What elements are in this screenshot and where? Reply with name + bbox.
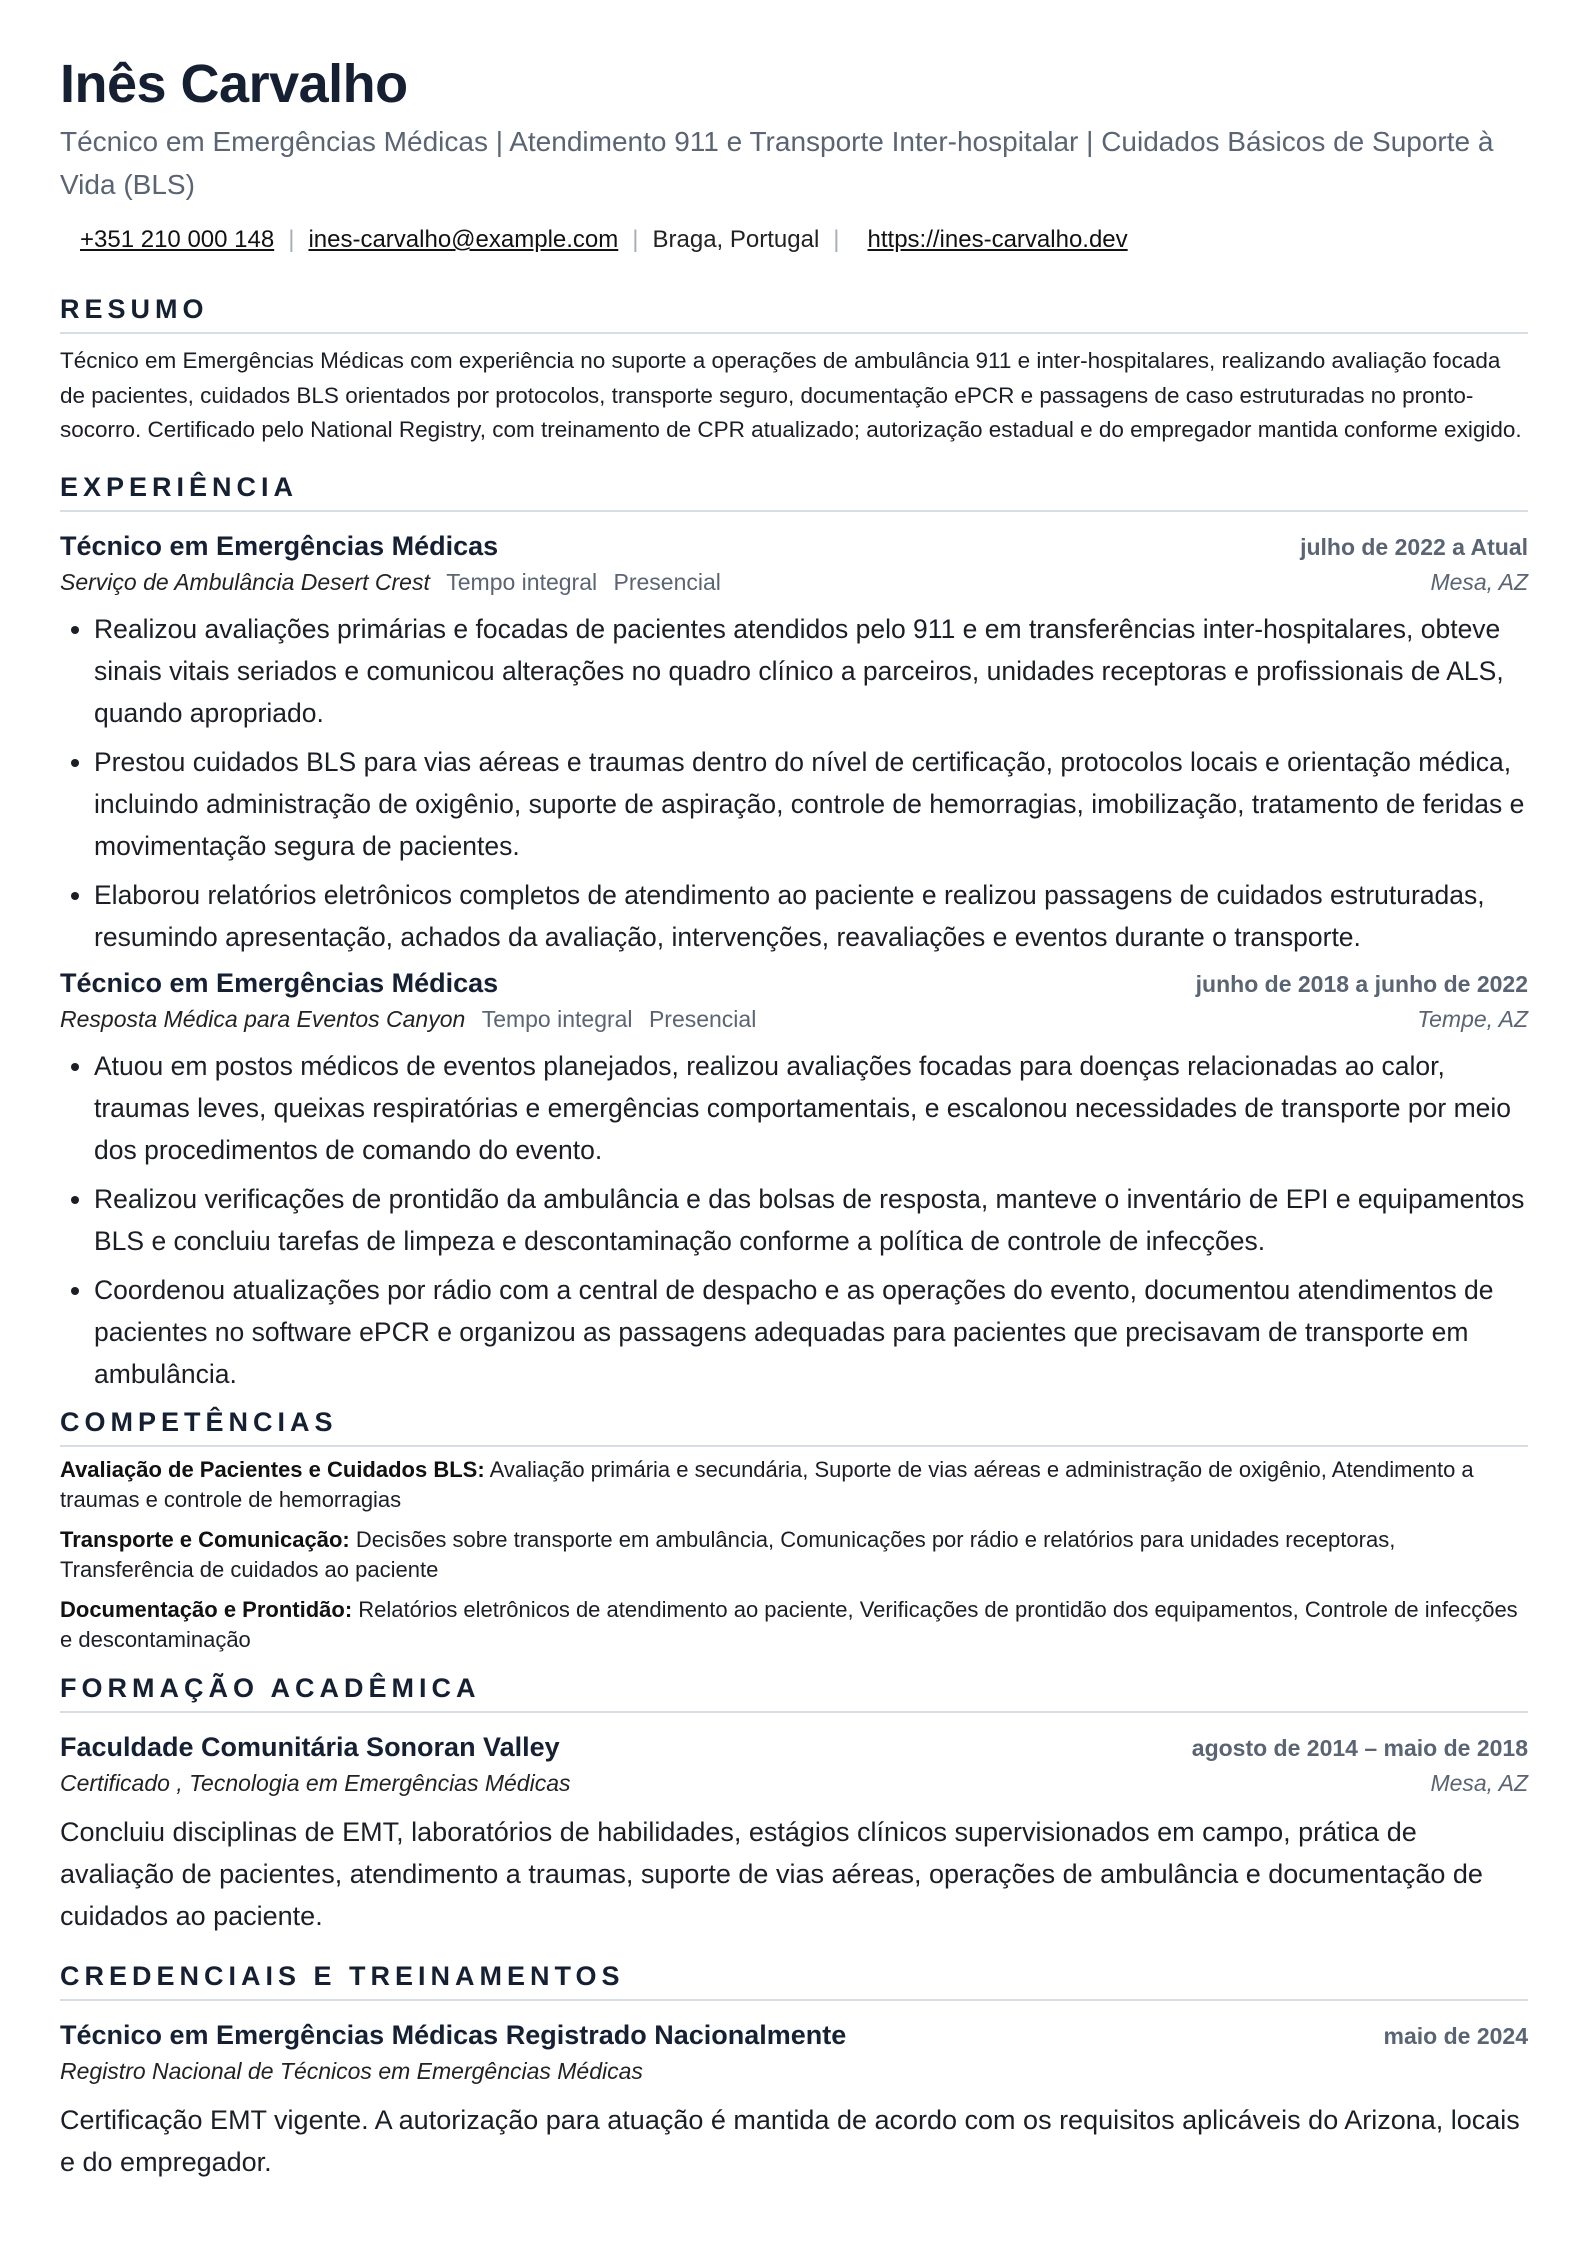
bullet-item: • Coordenou atualizações por rádio com a central de despacho e as operações do evento, documentou atendimentos de pacientes no software ePCR e organizou as passagens adequadas para pacientes que precisavam de transporte em ambulância. <box>94 1269 1528 1395</box>
employer-name: Resposta Médica para Eventos Canyon <box>60 1005 466 1032</box>
summary-text: Técnico em Emergências Médicas com experiência no suporte a operações de ambulância 911 e inter-hospitalares, realizando avaliação focada de pacientes, cuidados BLS orientados por protocolos, transporte seguro, documentação ePCR e passagens de caso estruturadas no pronto-socorro. Certificado pelo National Registry, com treinamento de CPR atualizado; autorização estadual e do empregador mantida conforme exigido. <box>60 348 1522 442</box>
location-text: Braga, Portugal <box>652 226 820 253</box>
work-mode: Presencial <box>613 568 721 595</box>
contact-separator: | <box>632 226 639 253</box>
education-heading: FORMAÇÃO ACADÊMICA <box>60 1671 1528 1713</box>
summary-heading: RESUMO <box>60 292 1528 334</box>
credential-name: Técnico em Emergências Médicas Registrado Nacionalmente <box>60 2019 847 2050</box>
credentials-heading: CREDENCIAIS E TREINAMENTOS <box>60 1959 1528 2001</box>
credential-entry <box>60 2017 1528 2183</box>
bullet-item: • Realizou verificações de prontidão da ambulância e das bolsas de resposta, manteve o inventário de EPI e equipamentos BLS e concluiu tarefas de limpeza e descontaminação conforme a política de controle de infecções. <box>94 1178 1528 1262</box>
website-link[interactable]: https://ines-carvalho.dev <box>867 226 1128 253</box>
employment-type: Tempo integral <box>446 568 598 595</box>
skill-group-label: Transporte e Comunicação: <box>60 1526 350 1552</box>
contact-separator: | <box>288 226 295 253</box>
bullet-item: • Realizou avaliações primárias e focadas de pacientes atendidos pelo 911 e em transferências inter-hospitalares, obteve sinais vitais seriados e comunicou alterações no quadro clínico a parceiros, unidades receptoras e profissionais de ALS, quando apropriado. <box>94 608 1528 734</box>
bullet-item: • Atuou em postos médicos de eventos planejados, realizou avaliações focadas para doenças relacionadas ao calor, traumas leves, queixas respiratórias e emergências comportamentais, e escalonou necessidades de transporte por meio dos procedimentos de comando do evento. <box>94 1045 1528 1171</box>
skills-heading: COMPETÊNCIAS <box>60 1405 1528 1447</box>
skill-group-label: Documentação e Prontidão: <box>60 1596 353 1622</box>
job-location: Mesa, AZ <box>1430 568 1528 595</box>
candidate-name: Inês Carvalho <box>60 54 408 114</box>
skill-group-items: Relatórios eletrônicos de atendimento ao paciente, Verificações de prontidão dos equipamentos, Controle de infecções e descontaminação <box>60 1596 1518 1652</box>
job-location: Tempe, AZ <box>1417 1005 1528 1032</box>
work-mode: Presencial <box>648 1005 757 1032</box>
job-date: junho de 2018 a junho de 2022 <box>1195 970 1528 997</box>
job-title: Técnico em Emergências Médicas <box>60 967 499 998</box>
contact-bar <box>60 226 1528 254</box>
skill-group-label: Avaliação de Pacientes e Cuidados BLS: <box>60 1456 485 1482</box>
job-title: Técnico em Emergências Médicas <box>60 530 499 561</box>
credential-date: maio de 2024 <box>1383 2022 1528 2049</box>
skill-group-items: Decisões sobre transporte em ambulância, Comunicações por rádio e relatórios para unidades receptoras, Transferência de cuidados ao paciente <box>60 1526 1396 1582</box>
skill-group-items: Avaliação primária e secundária, Suporte de vias aéreas e administração de oxigênio, Atendimento a traumas e controle de hemorragias <box>60 1456 1474 1512</box>
experience-heading: EXPERIÊNCIA <box>60 470 1528 512</box>
employer-name: Serviço de Ambulância Desert Crest <box>60 568 430 595</box>
credential-description: Certificação EMT vigente. A autorização para atuação é mantida de acordo com os requisitos aplicáveis do Arizona, locais e do empregador. <box>60 2104 1520 2177</box>
skills-list <box>60 1455 1528 1655</box>
contact-separator: | <box>833 226 840 253</box>
job-date: julho de 2022 a Atual <box>1300 533 1528 560</box>
phone-link[interactable]: +351 210 000 148 <box>80 226 275 253</box>
bullet-item: • Elaborou relatórios eletrônicos completos de atendimento ao paciente e realizou passagens de cuidados estruturadas, resumindo apresentação, achados da avaliação, intervenções, reavaliações e eventos durante o transporte. <box>94 874 1528 958</box>
skill-group <box>60 1525 1528 1585</box>
job-entry <box>60 965 1528 1395</box>
email-link[interactable]: ines-carvalho@example.com <box>308 226 619 253</box>
employment-type: Tempo integral <box>481 1005 633 1032</box>
education-description: Concluiu disciplinas de EMT, laboratórios de habilidades, estágios clínicos supervisionados em campo, prática de avaliação de pacientes, atendimento a traumas, suporte de vias aéreas, operações de ambulância e documentação de cuidados ao paciente. <box>60 1816 1483 1931</box>
skill-group <box>60 1595 1528 1655</box>
education-entry <box>60 1729 1528 1937</box>
job-bullets <box>60 608 1528 958</box>
credential-issuer: Registro Nacional de Técnicos em Emergências Médicas <box>60 2057 643 2084</box>
job-entry <box>60 528 1528 958</box>
headline: Técnico em Emergências Médicas | Atendimento 911 e Transporte Inter-hospitalar | Cuidados Básicos de Suporte à Vida (BLS) <box>60 126 1494 200</box>
skill-group <box>60 1455 1528 1515</box>
bullet-item: • Prestou cuidados BLS para vias aéreas e traumas dentro do nível de certificação, protocolos locais e orientação médica, incluindo administração de oxigênio, suporte de aspiração, controle de hemorragias, imobilização, tratamento de feridas e movimentação segura de pacientes. <box>94 741 1528 867</box>
job-bullets <box>60 1045 1528 1395</box>
education-location: Mesa, AZ <box>1430 1769 1528 1796</box>
degree: Certificado , Tecnologia em Emergências Médicas <box>60 1769 571 1796</box>
school-name: Faculdade Comunitária Sonoran Valley <box>60 1731 560 1762</box>
education-date: agosto de 2014 – maio de 2018 <box>1191 1734 1528 1761</box>
